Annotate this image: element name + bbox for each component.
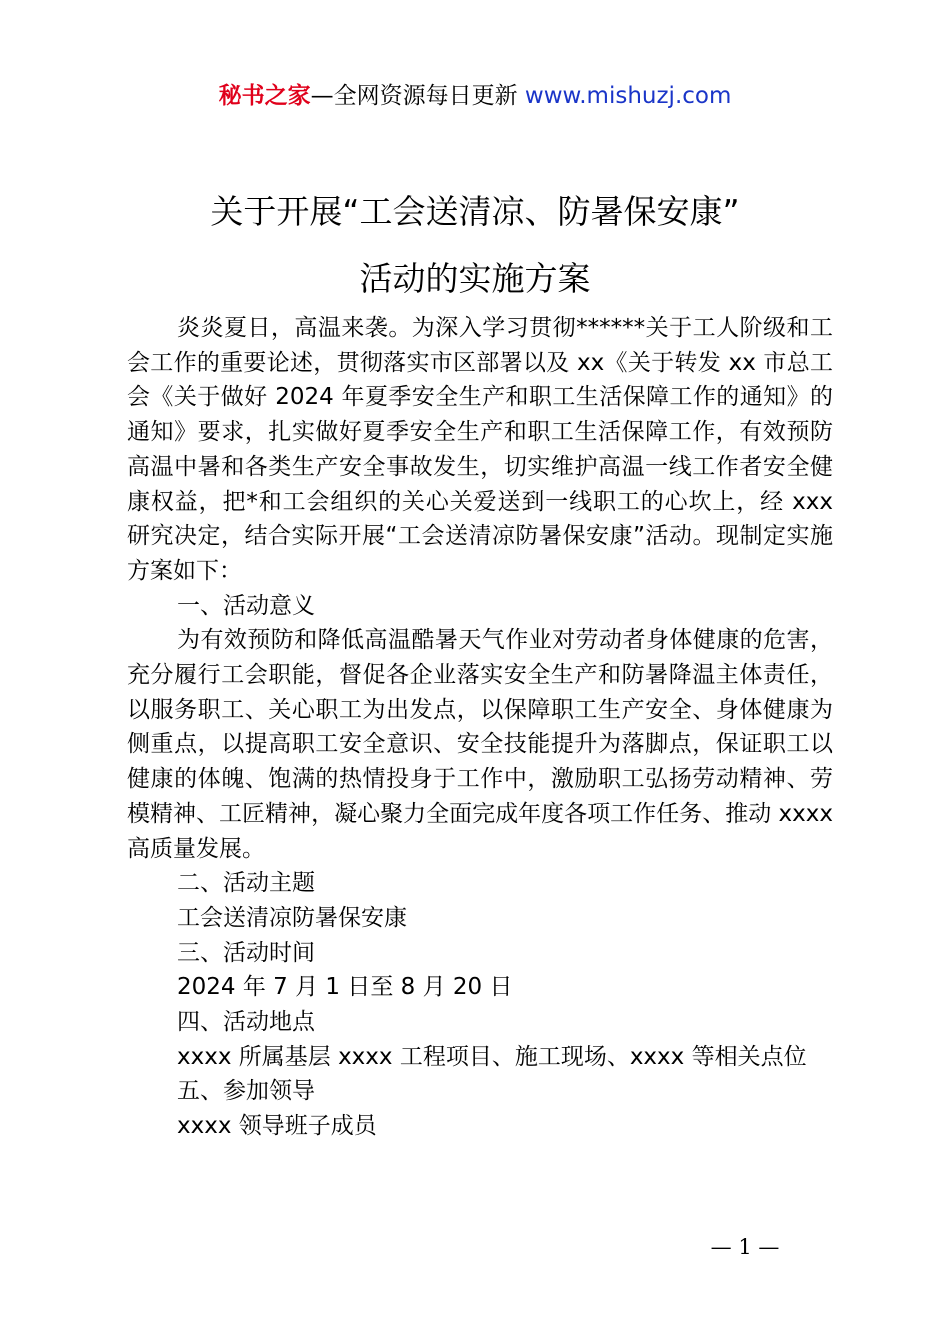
document-title-line-2: 活动的实施方案 bbox=[359, 259, 591, 298]
intro-paragraph: 炎炎夏日，高温来袭。为深入学习贯彻******关于工人阶级和工会工作的重要论述，贯彻落实市区部署以及 xx《关于转发 xx 市总工会《关于做好 2024 年夏季安全生产和职工生活保障工作的通知》的通知》要求，扎实做好夏季安全生产和职工生活保障工作，有效预防高温中暑和各类生产安全事故发生，切实维护高温一线工作者安全健康权益，把*和工会组织的关心关爱送到一线职工的心坎上，经 xxx 研究决定，结合实际开展“工会送清凉防暑保安康”活动。现制定实施方案如下： bbox=[127, 315, 833, 584]
brand-name: 秘书之家 bbox=[218, 83, 311, 109]
section-heading-theme: 二、活动主题 bbox=[177, 870, 315, 897]
site-banner bbox=[0, 80, 950, 112]
document-body bbox=[127, 311, 833, 1144]
section-text-theme: 工会送清凉防暑保安康 bbox=[177, 904, 407, 931]
section-text-time: 2024 年 7 月 1 日至 8 月 20 日 bbox=[177, 974, 513, 1001]
section-text-location: xxxx 所属基层 xxxx 工程项目、施工现场、xxxx 等相关点位 bbox=[177, 1043, 807, 1070]
section-heading-significance: 一、活动意义 bbox=[177, 592, 315, 619]
document-title-line-1: 关于开展“工会送清凉、防暑保安康” bbox=[210, 192, 740, 231]
site-url[interactable]: www.mishuzj.com bbox=[524, 83, 732, 109]
banner-tagline: —全网资源每日更新 bbox=[310, 83, 518, 109]
section-text-leaders: xxxx 领导班子成员 bbox=[177, 1113, 377, 1140]
page-number: — 1 — bbox=[710, 1235, 780, 1259]
section-heading-leaders: 五、参加领导 bbox=[177, 1078, 315, 1105]
section-text-significance: 为有效预防和降低高温酷暑天气作业对劳动者身体健康的危害，充分履行工会职能，督促各企业落实安全生产和防暑降温主体责任，以服务职工、关心职工为出发点，以保障职工生产安全、身体健康为侧重点，以提高职工安全意识、安全技能提升为落脚点，保证职工以健康的体魄、饱满的热情投身于工作中，激励职工弘扬劳动精神、劳模精神、工匠精神，凝心聚力全面完成年度各项工作任务、推动 xxxx 高质量发展。 bbox=[127, 627, 833, 862]
section-heading-location: 四、活动地点 bbox=[177, 1009, 315, 1036]
section-heading-time: 三、活动时间 bbox=[177, 939, 315, 966]
